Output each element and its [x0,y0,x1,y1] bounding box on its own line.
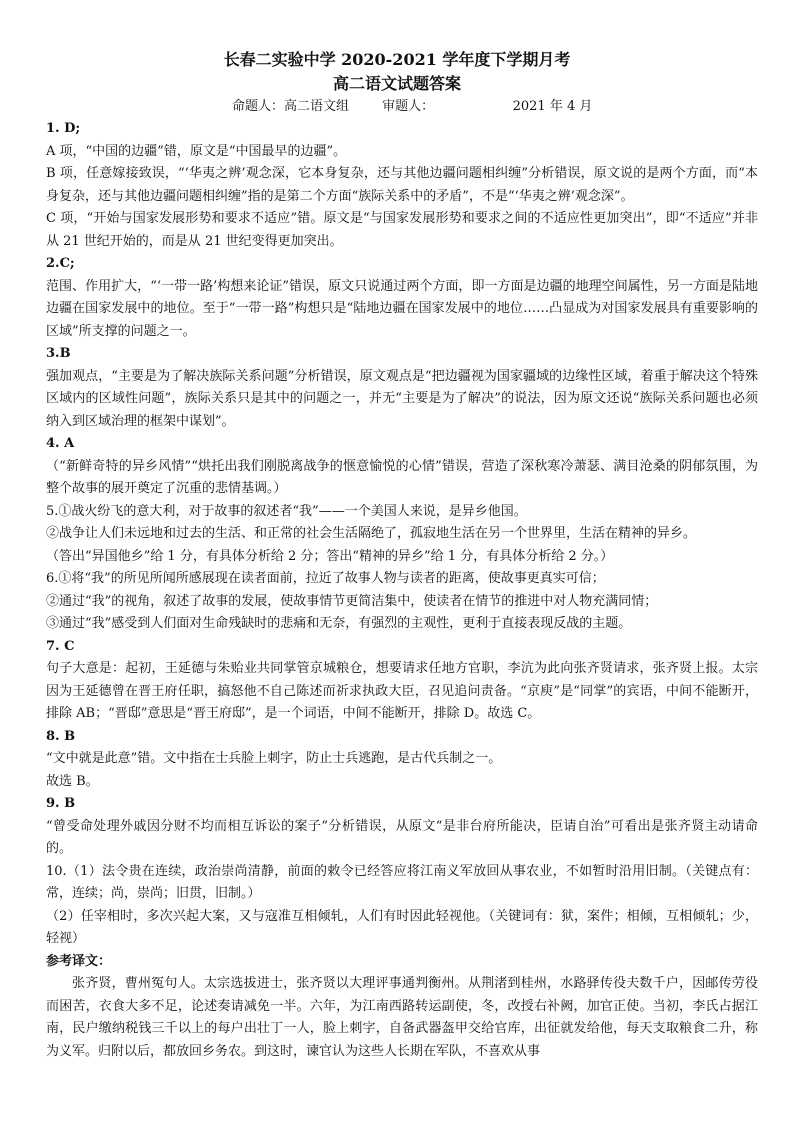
document-title: 长春二实验中学 2020-2021 学年度下学期月考 [223,50,571,69]
document-subtitle: 高二语文试题答案 [332,74,461,93]
question-number: 3.B [46,346,71,361]
answer-body [46,118,758,1063]
answer-paragraph: （2）任宰相时，多次兴起大案，又与寇准互相倾轧，人们有时因此轻视他。（关键词有：狱，案件；相倾，互相倾轧；少，轻视） [46,908,758,946]
document-meta [232,97,592,117]
answer-paragraph: 强加观点，“主要是为了解决族际关系问题”分析错误，原文观点是“把边疆视为国家疆域的边缘性区域，着重于解决这个特殊区域内的区域性问题”，族际关系只是其中的问题之一，并无“主要是为了解决”的说法，因为原文还说“族际关系问题也必须纳入到区域治理的框架中谋划”。 [46,368,758,429]
question-number: 2.C; [46,256,75,271]
answer-paragraph: （答出“异国他乡”给 1 分，有具体分析给 2 分；答出“精神的异乡”给 1 分，有具体分析给 2 分。） [46,548,614,564]
question-number: 4. A [46,436,75,451]
answer-paragraph: 张齐贤，曹州冤句人。太宗选拔进士，张齐贤以大理评事通判衡州。从荆渚到桂州，水路驿传役夫数千户，因邮传劳役而困苦，衣食大多不足，论述奏请减免一半。六年，为江南西路转运副使，冬，改授右补阙，加官正使。当初，李氏占据江南，民户缴纳税钱三千以上的每户出壮丁一人，脸上刺字，自备武器盔甲交给官库，出征就发给他，每天支取粮食二升，称为义军。归附以后，都放回乡务农。到这时，谏官认为这些人长期在军队，不喜欢从事 [46,976,758,1059]
answer-paragraph: B 项，任意嫁接致误，“‘华夷之辨’观念深，它本身复杂，还与其他边疆问题相纠缠”分析错误，原文说的是两个方面，而“本身复杂，还与其他边疆问题相纠缠”指的是第二个方面“族际关系中的矛盾”，不是“‘华夷之辨’观念深”。 [46,166,758,204]
author-line: 命题人：高二语文组 [232,99,350,114]
date-line: 2021 年 4 月 [512,99,593,114]
question-number: 参考译文： [46,953,112,969]
answer-paragraph: ③通过“我”感受到人们面对生命残缺时的悲痛和无奈，有强烈的主观性，更利于直接表现反战的主题。 [46,616,632,631]
answer-paragraph: ②战争让人们未远地和过去的生活、和正常的社会生活隔绝了，孤寂地生活在另一个世界里，生活在精神的异乡。 [46,526,697,541]
answer-paragraph: （“新鲜奇特的异乡风情”“烘托出我们刚脱离战争的惬意愉悦的心情”错误，营造了深秋寒冷萧瑟、满目沧桑的阴郁氛围，为整个故事的展开奠定了沉重的悲情基调。） [46,458,758,496]
answer-paragraph: “曾受命处理外戚因分财不均而相互诉讼的案子”分析错误，从原文“是非台府所能决，臣请自治”可看出是张齐贤主动请命的。 [46,818,758,856]
answer-paragraph: ②通过“我”的视角，叙述了故事的发展，使故事情节更简洁集中，使读者在情节的推进中对人物充满同情； [46,593,658,609]
answer-paragraph: “文中就是此意”错。文中指在士兵脸上刺字，防止士兵逃跑，是古代兵制之一。 [46,751,502,766]
answer-paragraph: C 项，“开始与国家发展形势和要求不适应”错。原文是“与国家发展形势和要求之间的不适应性更加突出”，即“不适应”并非从 21 世纪开始的，而是从 21 世纪变得更加突出。 [46,211,758,249]
answer-paragraph: 6.①将“我”的所见所闻所感展现在读者面前，拉近了故事人物与读者的距离，使故事更真实可信； [46,571,605,586]
question-number: 1. D; [46,121,81,136]
question-number: 8. B [46,728,76,744]
answer-paragraph: 5.①战火纷飞的意大利，对于故事的叙述者“我”——一个美国人来说，是异乡他国。 [46,503,527,519]
answer-paragraph: 10.（1）法令贵在连续，政治崇尚清静，前面的敕令已经答应将江南义军放回从事农业，不如暂时沿用旧制。（关键点有：常，连续；尚，崇尚；旧贯，旧制。） [46,863,758,901]
question-number: 7. C [46,638,75,654]
answer-paragraph: 范围、作用扩大，“‘一带一路’构想来论证”错误，原文只说通过两个方面，即一方面是边疆的地理空间属性，另一方面是陆地边疆在国家发展中的地位。至于“一带一路”构想只是“陆地边疆在国家发展中的地位……凸显成为对国家发展具有重要影响的区域”所支撑的问题之一。 [46,278,758,339]
answer-paragraph: A 项，“中国的边疆”错，原文是“中国最早的边疆”。 [46,143,347,159]
reviewer-line: 审题人： [382,99,435,114]
answer-paragraph: 句子大意是：起初，王延德与朱贻业共同掌管京城粮仓，想要请求任地方官职，李沆为此向张齐贤请求，张齐贤上报。太宗因为王延德曾在晋王府任职，搞怒他不自己陈述而祈求执政大臣，召见追问责备。“京庾”是“同掌”的宾语，中间不能断开，排除 AB；“晋邸”意思是“晋王府邸”，是一个词语，中间不能断开，排除 D。故选 C。 [46,661,758,721]
question-number: 9. B [46,796,76,811]
answer-paragraph: 故选 B。 [46,773,99,789]
